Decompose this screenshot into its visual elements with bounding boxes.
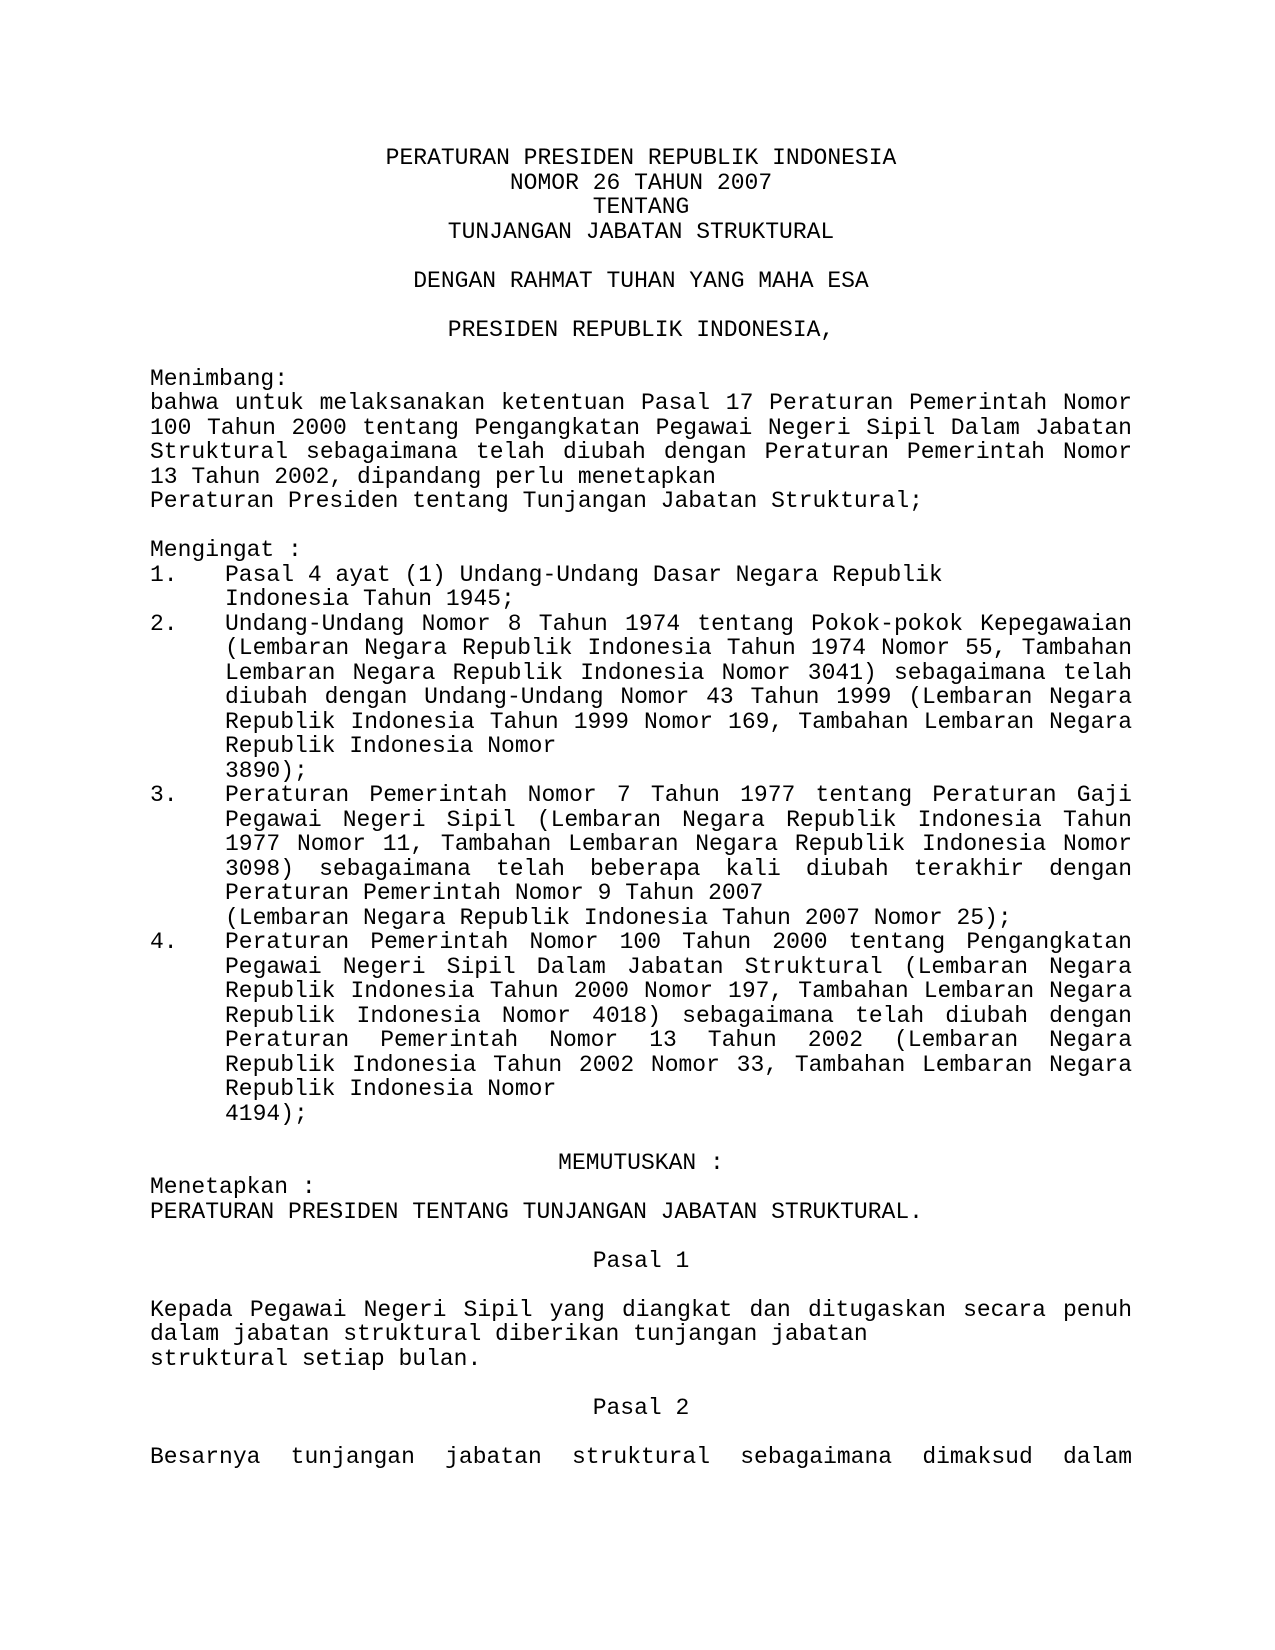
memutuskan-heading: MEMUTUSKAN :: [558, 1149, 724, 1176]
item-last-line: (Lembaran Negara Republik Indonesia Tahun 2007 Nomor 25);: [225, 904, 1012, 931]
document-page: [150, 146, 1132, 1469]
list-item: [150, 930, 1132, 1126]
item-text: Peraturan Pemerintah Nomor 100 Tahun 2000 tentang Pengangkatan Pegawai Negeri Sipil Dalam Jabatan Struktural (Lembaran Negara Republik Indonesia Tahun 2000 Nomor 197, Tambahan Lembaran Negara Republik Indonesia Nomor 4018) sebagaimana telah diubah dengan Peraturan Pemerintah Nomor 13 Tahun 2002 (Lembaran Negara Republik Indonesia Tahun 2002 Nomor 33, Tambahan Lembaran Negara Republik Indonesia Nomor: [225, 929, 1132, 1102]
pasal-1-heading: Pasal 1: [592, 1247, 690, 1274]
pasal-1-text: Kepada Pegawai Negeri Sipil yang diangkat dan ditugaskan secara penuh dalam jabatan struktural diberikan tunjangan jabatan: [150, 1296, 1132, 1347]
pasal-2-text: Besarnya tunjangan jabatan struktural sebagaimana dimaksud dalam: [150, 1443, 1132, 1470]
mengingat-list: [150, 563, 1132, 1127]
title-line-4: TUNJANGAN JABATAN STRUKTURAL: [447, 218, 835, 245]
menimbang-label: Menimbang:: [150, 365, 289, 392]
item-number: 2.: [150, 610, 178, 637]
menetapkan-text: PERATURAN PRESIDEN TENTANG TUNJANGAN JABATAN STRUKTURAL.: [150, 1198, 923, 1225]
title-line-3: TENTANG: [592, 194, 690, 220]
item-last-line: 3890);: [225, 757, 308, 784]
item-last-line: Indonesia Tahun 1945;: [225, 586, 515, 612]
pasal-2-heading: Pasal 2: [592, 1394, 690, 1421]
president-heading: PRESIDEN REPUBLIK INDONESIA,: [447, 316, 835, 343]
item-last-line: 4194);: [225, 1100, 308, 1127]
item-text: Pasal 4 ayat (1) Undang-Undang Dasar Negara Republik: [225, 561, 943, 588]
menetapkan-label: Menetapkan :: [150, 1174, 316, 1200]
mengingat-label: Mengingat :: [150, 537, 302, 563]
menimbang-text: bahwa untuk melaksanakan ketentuan Pasal 17 Peraturan Pemerintah Nomor 100 Tahun 2000 tentang Pengangkatan Pegawai Negeri Sipil Dalam Jabatan Struktural sebagaimana telah diubah dengan Peraturan Pemerintah Nomor 13 Tahun 2002, dipandang perlu menetapkan: [150, 390, 1132, 490]
item-number: 4.: [150, 929, 178, 955]
title-line-1: PERATURAN PRESIDEN REPUBLIK INDONESIA: [385, 145, 897, 171]
menimbang-last-line: Peraturan Presiden tentang Tunjangan Jabatan Struktural;: [150, 488, 923, 514]
list-item: [150, 563, 1132, 612]
pasal-1-last-line: struktural setiap bulan.: [150, 1345, 482, 1372]
list-item: [150, 612, 1132, 784]
item-text: Undang-Undang Nomor 8 Tahun 1974 tentang Pokok-pokok Kepegawaian (Lembaran Negara Republik Indonesia Tahun 1974 Nomor 55, Tambahan Lembaran Negara Republik Indonesia Nomor 3041) sebagaimana telah diubah dengan Undang-Undang Nomor 43 Tahun 1999 (Lembaran Negara Republik Indonesia Tahun 1999 Nomor 169, Tambahan Lembaran Negara Republik Indonesia Nomor: [225, 610, 1132, 759]
list-item: [150, 783, 1132, 930]
item-text: Peraturan Pemerintah Nomor 7 Tahun 1977 tentang Peraturan Gaji Pegawai Negeri Sipil (Lembaran Negara Republik Indonesia Tahun 1977 Nomor 11, Tambahan Lembaran Negara Republik Indonesia Nomor 3098) sebagaimana telah beberapa kali diubah terakhir dengan Peraturan Pemerintah Nomor 9 Tahun 2007: [225, 782, 1132, 906]
title-line-2: NOMOR 26 TAHUN 2007: [509, 169, 773, 196]
invocation: DENGAN RAHMAT TUHAN YANG MAHA ESA: [413, 267, 869, 294]
item-number: 3.: [150, 782, 178, 808]
item-number: 1.: [150, 561, 178, 588]
